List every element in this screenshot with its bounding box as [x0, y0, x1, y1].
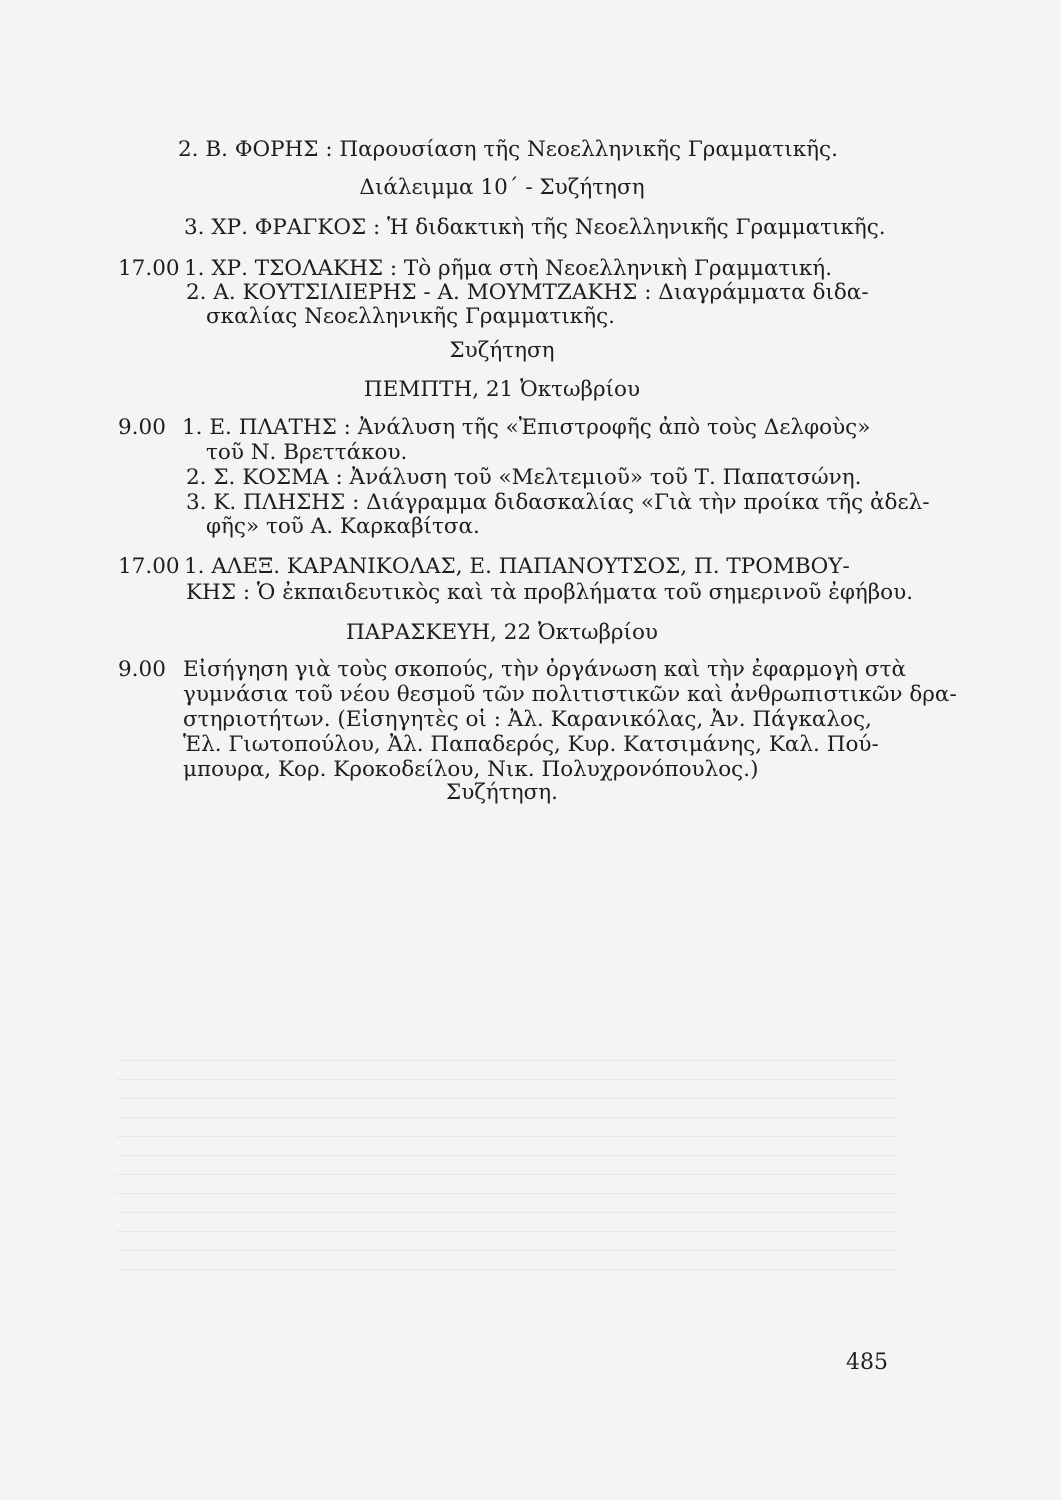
- line-karanikolas-cont: ΚΗΣ : Ὁ ἐκπαιδευτικὸς καὶ τὰ προβλήματα τοῦ σημερινοῦ ἐφήβου.: [186, 580, 914, 605]
- line-eisigisi-4: Ἑλ. Γιωτοπούλου, Ἀλ. Παπαδερός, Κυρ. Κατσιμάνης, Καλ. Πού-: [183, 732, 879, 757]
- page-number: 485: [846, 1350, 888, 1375]
- line-fores: 2. Β. ΦΟΡΗΣ : Παρουσίαση τῆς Νεοελληνικῆς Γραμματικῆς.: [178, 137, 838, 162]
- line-karanikolas: 1. ΑΛΕΞ. ΚΑΡΑΝΙΚΟΛΑΣ, Ε. ΠΑΠΑΝΟΥΤΣΟΣ, Π. ΤΡΟΜΒΟΥ-: [184, 554, 850, 579]
- line-fragkos: 3. ΧΡ. ΦΡΑΓΚΟΣ : Ἡ διδακτικὴ τῆς Νεοελληνικῆς Γραμματικῆς.: [184, 215, 886, 240]
- line-platis: 1. Ε. ΠΛΑΤΗΣ : Ἀνάλυση τῆς «Ἐπιστροφῆς ἀπὸ τοὺς Δελφοὺς»: [182, 415, 871, 440]
- time-1700-b: 17.00: [118, 554, 180, 579]
- time-0900-b: 9.00: [118, 657, 166, 682]
- line-kosma: 2. Σ. ΚΟΣΜΑ : Ἀνάλυση τοῦ «Μελτεμιοῦ» τοῦ Τ. Παπατσώνη.: [186, 465, 862, 490]
- time-1700-a: 17.00: [118, 256, 180, 281]
- line-discussion-2: Συζήτηση.: [446, 780, 558, 805]
- line-discussion-1: Συζήτηση: [449, 338, 555, 363]
- line-plisis: 3. Κ. ΠΛΗΣΗΣ : Διάγραμμα διδασκαλίας «Γιὰ τὴν προίκα τῆς ἀδελ-: [186, 490, 930, 515]
- show-through-artifact: [116, 1060, 896, 1320]
- line-eisigisi-2: γυμνάσια τοῦ νέου θεσμοῦ τῶν πολιτιστικῶν καὶ ἀνθρωπιστικῶν δρα-: [183, 682, 957, 707]
- heading-thursday: ΠΕΜΠΤΗ, 21 Ὀκτωβρίου: [363, 377, 641, 402]
- line-eisigisi-1: Εἰσήγηση γιὰ τοὺς σκοπούς, τὴν ὀργάνωση καὶ τὴν ἐφαρμογὴ στὰ: [183, 657, 906, 682]
- line-plisis-cont: φῆς» τοῦ Α. Καρκαβίτσα.: [206, 514, 480, 539]
- line-koutsilieris-cont: σκαλίας Νεοελληνικῆς Γραμματικῆς.: [206, 304, 616, 329]
- line-break-discussion: Διάλειμμα 10΄ - Συζήτηση: [359, 175, 645, 200]
- heading-friday: ΠΑΡΑΣΚΕΥΗ, 22 Ὀκτωβρίου: [345, 620, 659, 645]
- time-0900-a: 9.00: [118, 415, 166, 440]
- line-eisigisi-5: μπουρα, Κορ. Κροκοδείλου, Νικ. Πολυχρονόπουλος.): [183, 757, 759, 782]
- line-tsolakis: 1. ΧΡ. ΤΣΟΛΑΚΗΣ : Τὸ ρῆμα στὴ Νεοελληνικὴ Γραμματική.: [184, 256, 833, 281]
- line-platis-cont: τοῦ Ν. Βρεττάκου.: [206, 440, 408, 465]
- line-eisigisi-3: στηριοτήτων. (Εἰσηγητὲς οἱ : Ἀλ. Καρανικόλας, Ἀν. Πάγκαλος,: [183, 707, 872, 732]
- line-koutsilieris: 2. Α. ΚΟΥΤΣΙΛΙΕΡΗΣ - Α. ΜΟΥΜΤΖΑΚΗΣ : Διαγράμματα διδα-: [186, 280, 869, 305]
